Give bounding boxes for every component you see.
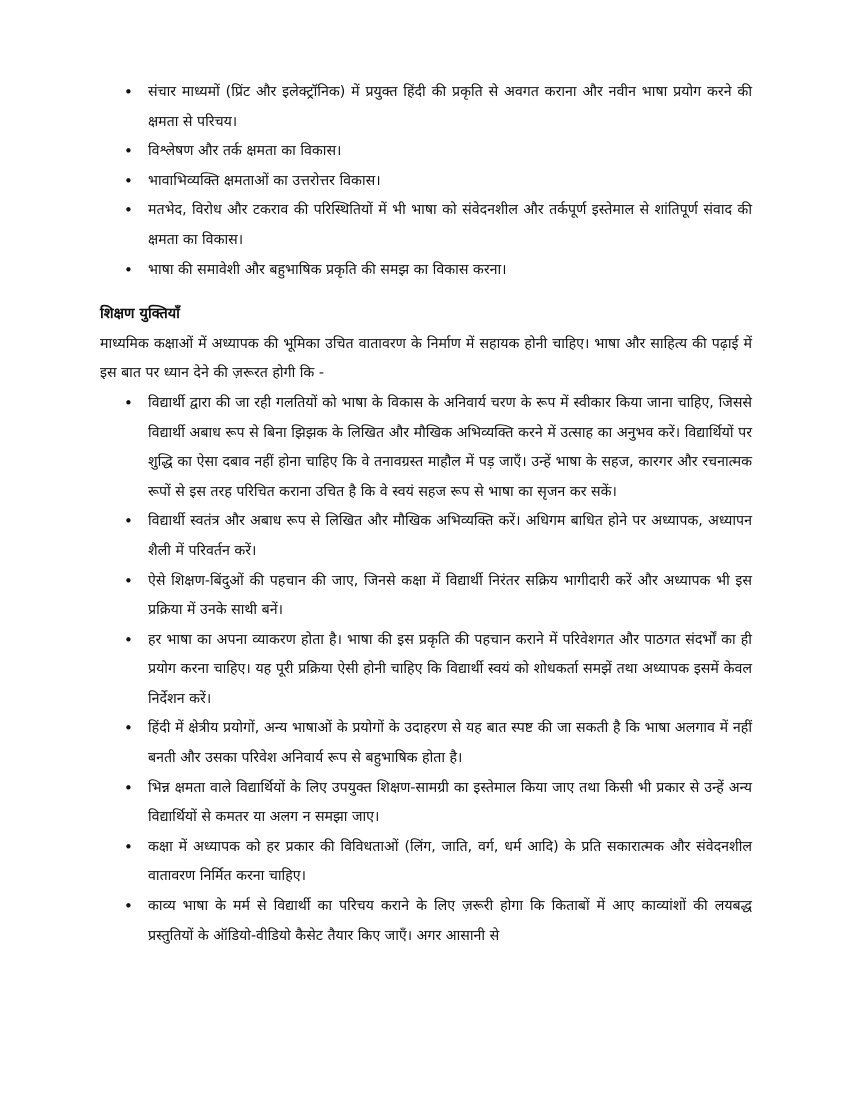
list-item-text: भावाभिव्यक्ति क्षमताओं का उत्तरोत्तर विकास। [148,172,381,189]
bullet-icon: • [124,512,133,531]
list-item-text: कक्षा में अध्यापक को हर प्रकार की विविधताओं (लिंग, जाति, वर्ग, धर्म आदि) के प्रति सकारात्मक और संवेदनशील वातावरण निर्मित करना चाहिए। [148,838,752,885]
list-item-text: हर भाषा का अपना व्याकरण होता है। भाषा की इस प्रकृति की पहचान कराने में परिवेशगत और पाठगत संदर्भों का ही प्रयोग करना चाहिए। यह पूरी प्रक्रिया ऐसी होनी चाहिए कि विद्यार्थी स्वयं को शोधकर्ता समझें तथा अध्यापक इसमें केवल निर्देशन करें। [148,631,752,707]
list-item-text: ऐसे शिक्षण-बिंदुओं की पहचान की जाए, जिनसे कक्षा में विद्यार्थी निरंतर सक्रिय भागीदारी करें और अध्यापक भी इस प्रक्रिया में उनके साथी बनें। [148,572,752,619]
bullet-icon: • [124,142,133,161]
bullet-icon: • [124,719,133,738]
list-item [100,833,752,892]
list-item [100,167,752,197]
list-item-text: हिंदी में क्षेत्रीय प्रयोगों, अन्य भाषाओं के प्रयोगों के उदाहरण से यह बात स्पष्ट की जा सकती है कि भाषा अलगाव में नहीं बनती और उसका परिवेश अनिवार्य रूप से बहुभाषिक होता है। [148,720,752,767]
list-item-text: भिन्न क्षमता वाले विद्यार्थियों के लिए उपयुक्त शिक्षण-सामग्री का इस्तेमाल किया जाए तथा किसी भी प्रकार से उन्हें अन्य विद्यार्थियों से कमतर या अलग न समझा जाए। [148,779,752,826]
bullet-icon: • [124,778,133,797]
list-item [100,78,752,137]
list-item [100,389,752,507]
objectives-list [100,78,752,285]
list-item-text: विद्यार्थी स्वतंत्र और अबाध रूप से लिखित और मौखिक अभिव्यक्ति करें। अधिगम बाधित होने पर अध्यापक, अध्यापन शैली में परिवर्तन करें। [148,513,752,559]
list-item-text: काव्य भाषा के मर्म से विद्यार्थी का परिचय कराने के लिए ज़रूरी होगा कि किताबों में आए काव्यांशों की लयबद्ध प्रस्तुतियों के ऑडियो-वीडियो कैसेट तैयार किए जाएँ। अगर आसानी से [148,898,752,944]
strategies-list [100,389,752,951]
bullet-icon: • [124,630,133,649]
bullet-icon: • [124,260,133,279]
document-page [100,78,752,951]
list-item-text: भाषा की समावेशी और बहुभाषिक प्रकृति की समझ का विकास करना। [148,261,507,278]
list-item-text: विश्लेषण और तर्क क्षमता का विकास। [148,143,342,160]
list-item-text: मतभेद, विरोध और टकराव की परिस्थितियों में भी भाषा को संवेदनशील और तर्कपूर्ण इस्तेमाल से शांतिपूर्ण संवाद की क्षमता का विकास। [148,202,752,248]
section-heading: शिक्षण युक्तियाँ [100,306,180,323]
list-item [100,892,752,951]
list-item-text: संचार माध्यमों (प्रिंट और इलेक्ट्रॉनिक) में प्रयुक्त हिंदी की प्रकृति से अवगत कराना और नवीन भाषा प्रयोग करने की क्षमता से परिचय। [148,84,752,130]
list-item [100,567,752,626]
list-item [100,507,752,566]
bullet-icon: • [124,837,133,856]
section-intro: माध्यमिक कक्षाओं में अध्यापक की भूमिका उचित वातावरण के निर्माण में सहायक होनी चाहिए। भाषा और साहित्य की पढ़ाई में इस बात पर ध्यान देने की ज़रूरत होगी कि - [100,335,752,382]
list-item-text: विद्यार्थी द्वारा की जा रही गलतियों को भाषा के विकास के अनिवार्य चरण के रूप में स्वीकार किया जाना चाहिए, जिससे विद्यार्थी अबाध रूप से बिना झिझक के लिखित और मौखिक अभिव्यक्ति करने में उत्साह का अनुभव करें। विद्यार्थियों पर शुद्धि का ऐसा दबाव नहीं होना चाहिए कि वे तनावग्रस्त माहौल में पड़ जाएँ। उन्हें भाषा के सहज, कारगर और रचनात्मक रूपों से इस तरह परिचित कराना उचित है कि वे स्वयं सहज रूप से भाषा का सृजन कर सकें। [148,394,752,500]
list-item [100,626,752,715]
bullet-icon: • [124,393,133,412]
list-item [100,196,752,255]
list-item [100,256,752,286]
bullet-icon: • [124,171,133,190]
bullet-icon: • [124,571,133,590]
bullet-icon: • [124,201,133,220]
list-item [100,137,752,167]
bullet-icon: • [124,897,133,916]
list-item [100,714,752,773]
list-item [100,774,752,833]
bullet-icon: • [124,83,133,101]
